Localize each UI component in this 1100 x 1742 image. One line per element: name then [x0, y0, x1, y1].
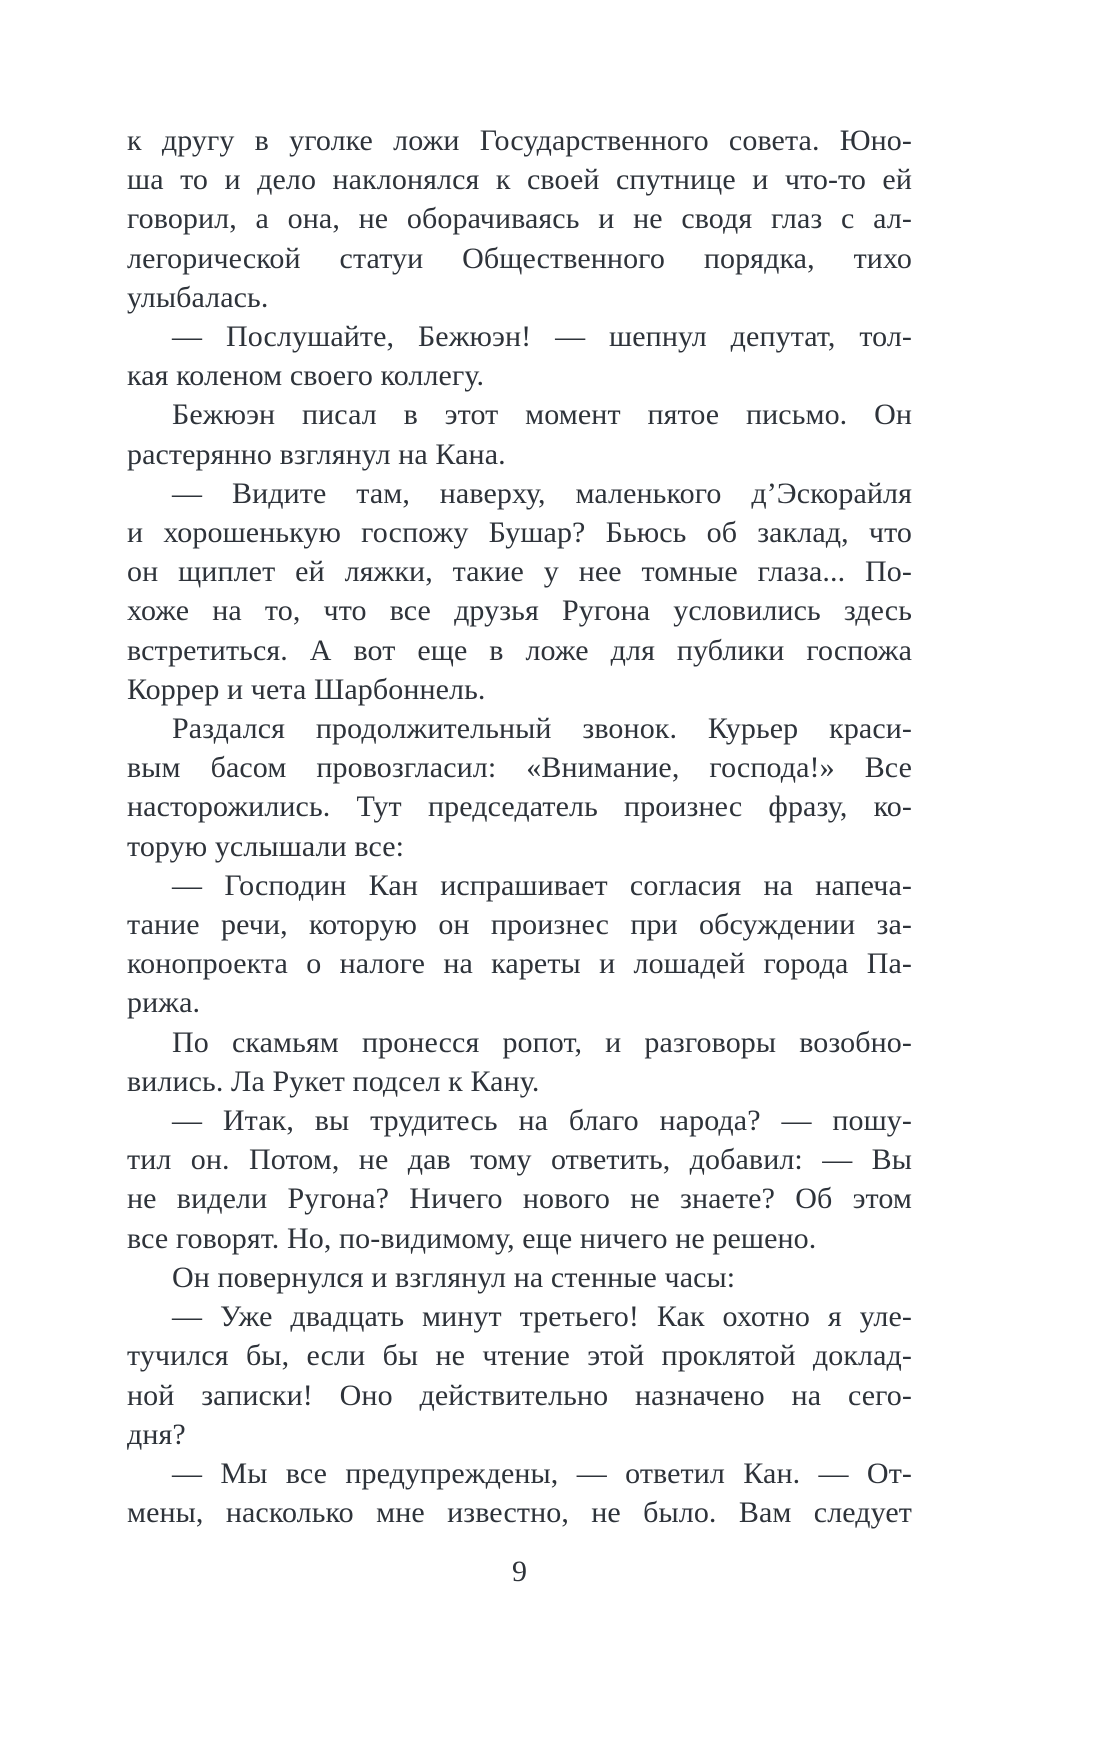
paragraph: [127, 1101, 912, 1258]
text-line: тучился бы, если бы не чтение этой проклятой доклад-: [127, 1339, 912, 1373]
page-text: [127, 121, 912, 1532]
text-line: — Итак, вы трудитесь на благо народа? — пошу-: [172, 1104, 912, 1138]
paragraph: [127, 1023, 912, 1101]
text-line: рижа.: [127, 986, 201, 1020]
text-line: к другу в уголке ложи Государственного совета. Юно-: [127, 124, 912, 157]
text-line: — Видите там, наверху, маленького д’Эскорайля: [172, 476, 912, 510]
text-line: ша то и дело наклонялся к своей спутнице и что-то ей: [127, 163, 912, 197]
text-line: все говорят. Но, по-видимому, еще ничего не решено.: [127, 1221, 817, 1255]
text-line: вились. Ла Рукет подсел к Кану.: [127, 1064, 540, 1098]
text-line: растерянно взглянул на Кана.: [127, 437, 506, 471]
text-line: легорической статуи Общественного порядка, тихо: [127, 241, 912, 275]
paragraph: [127, 317, 912, 395]
text-line: — Послушайте, Бежюэн! — шепнул депутат, тол-: [172, 320, 912, 354]
paragraph: [127, 121, 912, 317]
paragraph: [127, 474, 912, 709]
text-line: конопроекта о налоге на кареты и лошадей города Па-: [127, 947, 912, 981]
paragraph: [127, 395, 912, 473]
text-line: хоже на то, что все друзья Ругона условились здесь: [127, 594, 912, 628]
text-line: насторожились. Тут председатель произнес фразу, ко-: [127, 790, 912, 824]
text-line: тание речи, которую он произнес при обсуждении за-: [127, 908, 912, 942]
text-line: говорил, а она, не оборачиваясь и не сводя глаз с ал-: [127, 202, 912, 236]
text-line: встретиться. А вот еще в ложе для публики госпожа: [127, 633, 912, 667]
paragraph: [127, 1454, 912, 1532]
text-line: — Уже двадцать минут третьего! Как охотно я уле-: [172, 1300, 912, 1334]
text-line: Коррер и чета Шарбоннель.: [127, 672, 486, 706]
text-line: не видели Ругона? Ничего нового не знаете? Об этом: [127, 1182, 912, 1216]
paragraph: [127, 1258, 912, 1297]
text-line: По скамьям пронесся ропот, и разговоры возобно-: [172, 1025, 912, 1059]
text-line: Бежюэн писал в этот момент пятое письмо. Он: [172, 398, 912, 432]
text-line: тил он. Потом, не дав тому ответить, добавил: — Вы: [127, 1143, 912, 1177]
text-line: он щиплет ей ляжки, такие у нее томные глаза... По-: [127, 555, 912, 589]
text-line: кая коленом своего коллегу.: [127, 359, 485, 393]
page-number: 9: [512, 1555, 527, 1588]
text-line: — Господин Кан испрашивает согласия на напеча-: [172, 868, 912, 902]
paragraph: [127, 1297, 912, 1454]
text-line: улыбалась.: [127, 280, 269, 314]
text-line: дня?: [127, 1417, 186, 1451]
text-line: мены, насколько мне известно, не было. Вам следует: [127, 1496, 912, 1530]
text-line: — Мы все предупреждены, — ответил Кан. — От-: [172, 1456, 912, 1490]
paragraph: [127, 866, 912, 1023]
text-line: вым басом провозгласил: «Внимание, господа!» Все: [127, 751, 912, 785]
paragraph: [127, 709, 912, 866]
text-line: и хорошенькую госпожу Бушар? Бьюсь об заклад, что: [127, 516, 912, 550]
text-line: ной записки! Оно действительно назначено на сего-: [127, 1378, 912, 1412]
text-line: торую услышали все:: [127, 829, 405, 863]
text-line: Он повернулся и взглянул на стенные часы:: [172, 1260, 736, 1294]
text-line: Раздался продолжительный звонок. Курьер краси-: [172, 712, 912, 746]
